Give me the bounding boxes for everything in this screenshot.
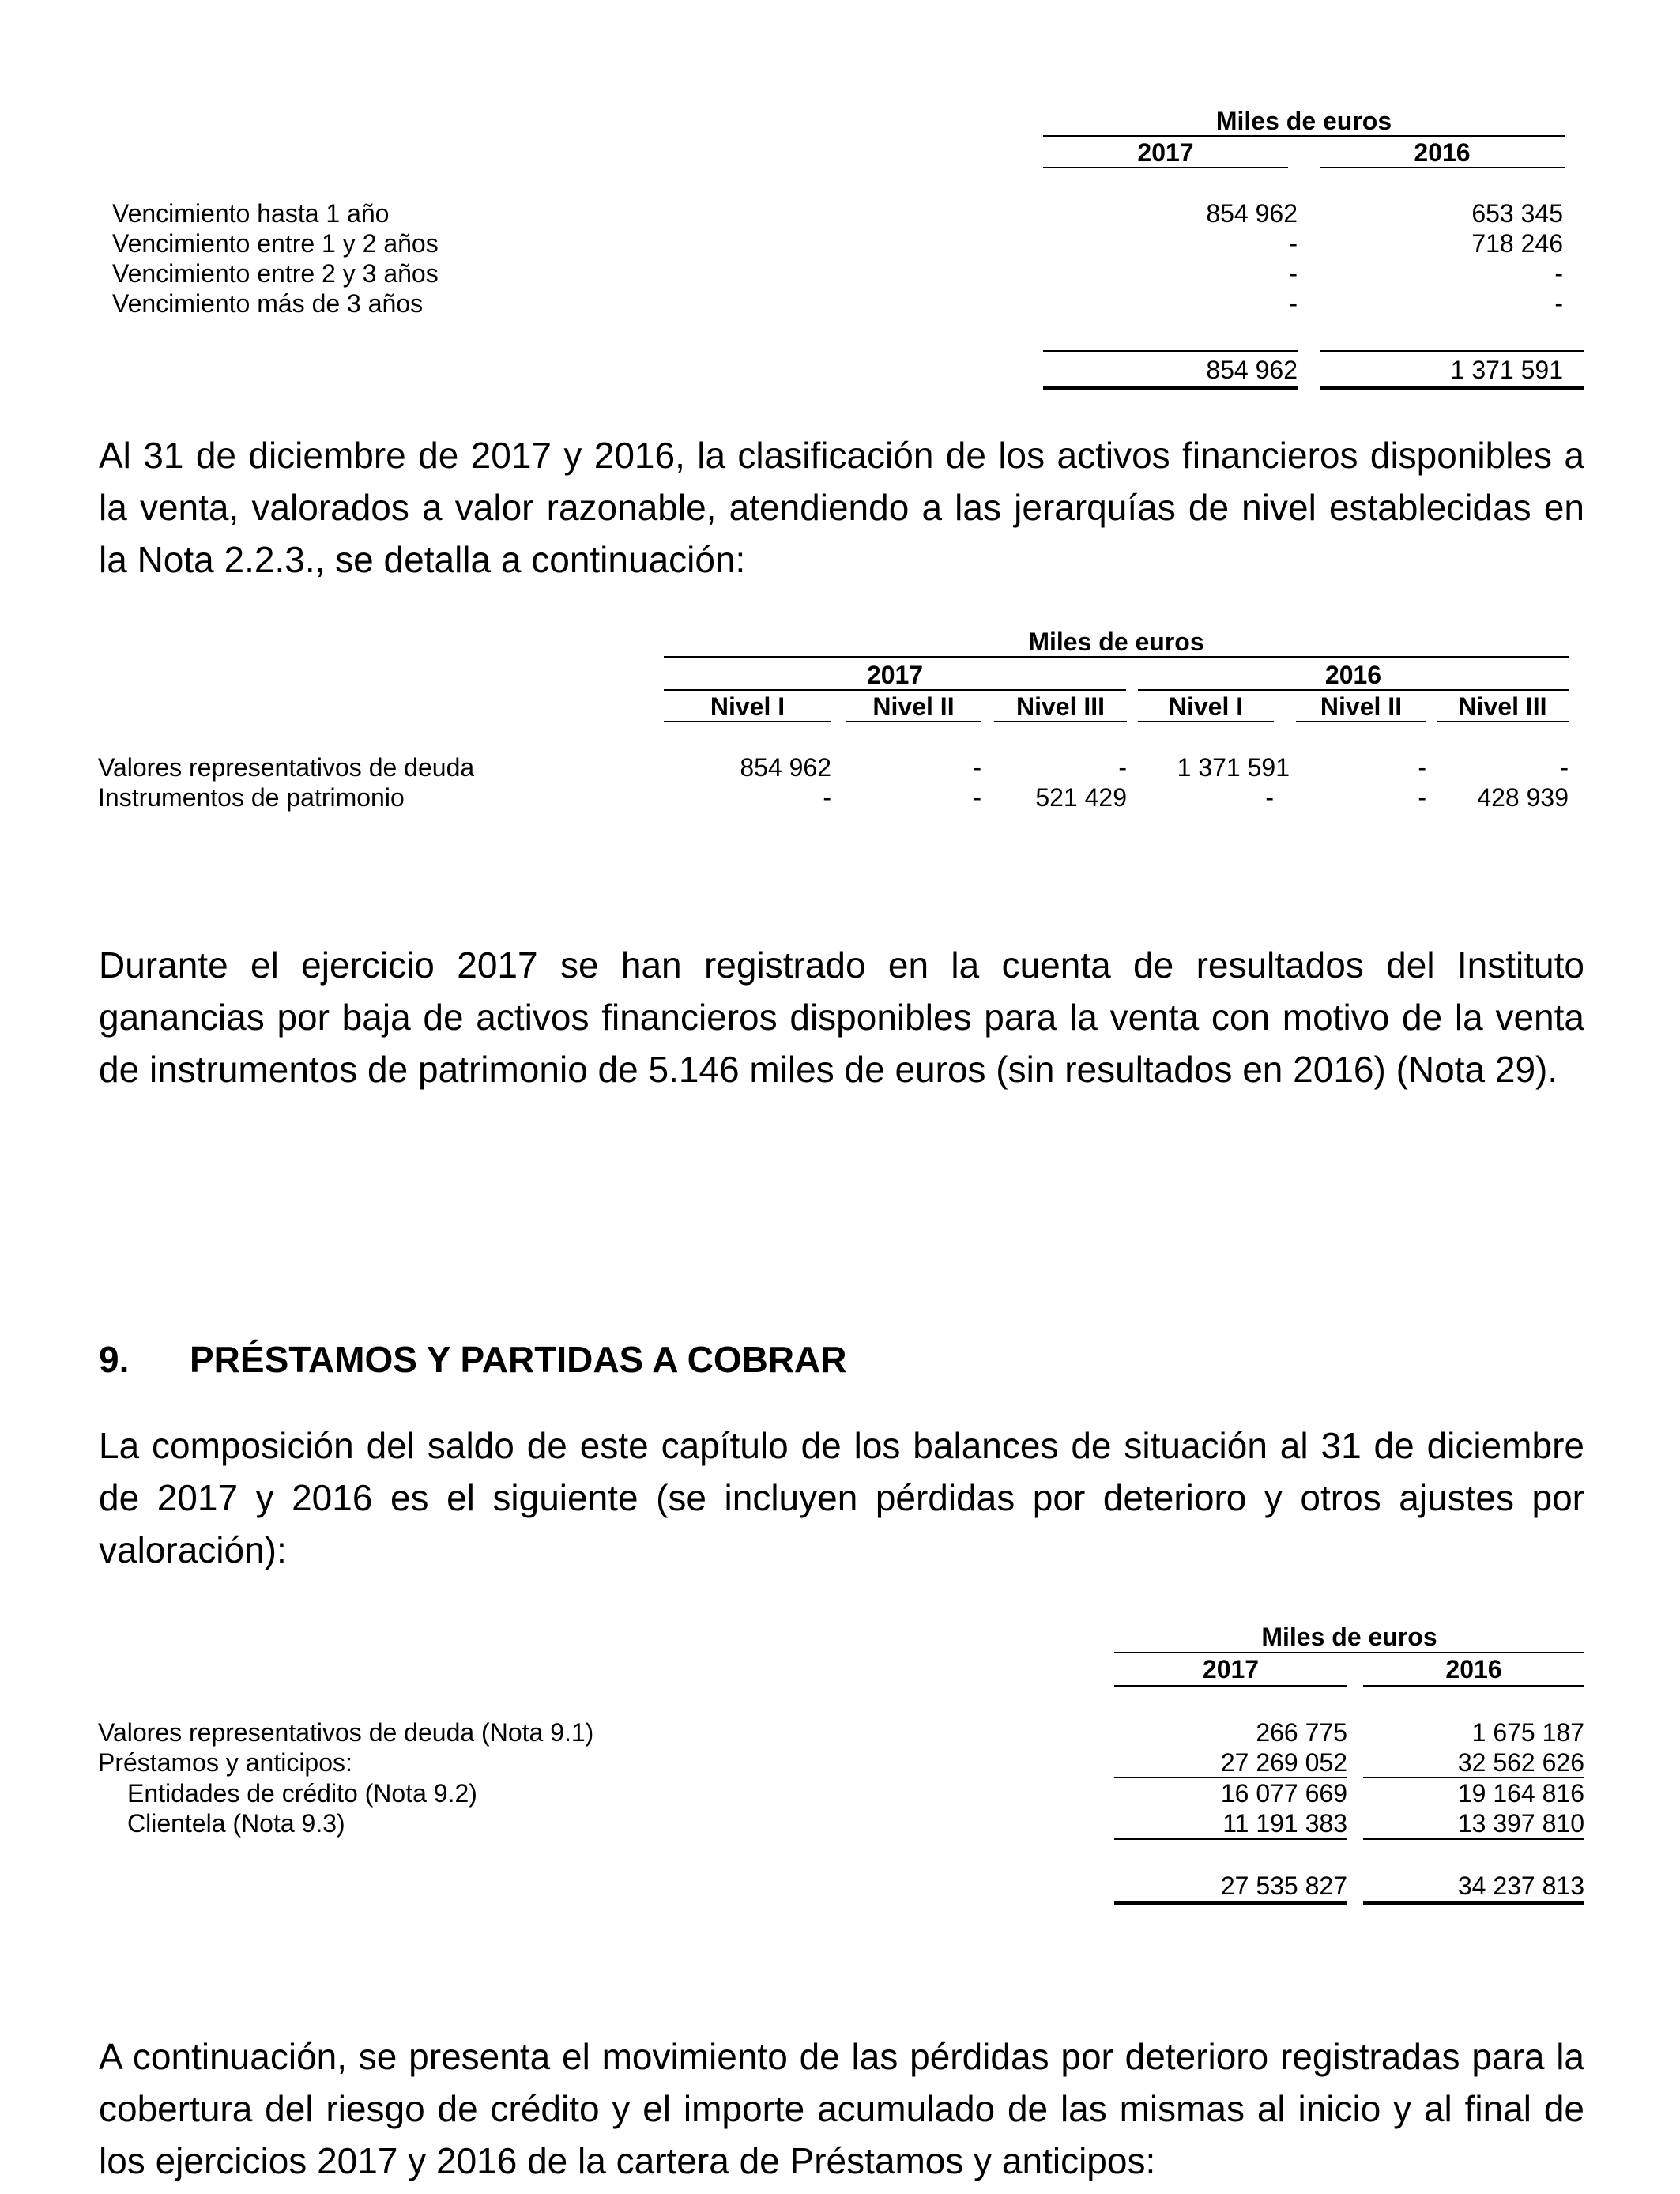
table1-total-bottom-rule [1320,386,1584,390]
table2-cell: - [973,783,981,812]
table2-cell: - [1265,783,1274,812]
table1-total-top-rule [1043,350,1298,352]
table2-level-rule [994,721,1127,722]
table3-year-rule-2016 [1363,1685,1584,1687]
table2-level-header: Nivel II [872,692,955,721]
table3-unit-header: Miles de euros [1261,1623,1437,1651]
table1-total-top-rule [1320,350,1584,352]
table2-cell: - [1560,753,1569,782]
table3-row-value-2016: 32 562 626 [1457,1748,1584,1777]
table3-header-rule [1114,1652,1584,1653]
table2-cell: 428 939 [1477,783,1569,812]
table3-row-value-2016: 1 675 187 [1471,1718,1584,1747]
table1-row-label: Vencimiento entre 2 y 3 años [112,259,439,288]
table3-row-label: Préstamos y anticipos: [98,1748,352,1777]
table2-level-rule [1138,721,1274,722]
table3-year-2017: 2017 [1202,1655,1260,1683]
table1-row-value-2017: - [1289,229,1298,258]
table2-level-header: Nivel II [1320,692,1403,721]
table3-row-value-2017: 16 077 669 [1220,1779,1347,1808]
table2-level-header: Nivel III [1458,692,1547,721]
table1-total-2017: 854 962 [1206,356,1298,384]
table1-year-2016: 2016 [1414,138,1471,167]
table2-cell: 1 371 591 [1177,753,1290,782]
table2-cell: - [1418,783,1426,812]
table2-level-header: Nivel III [1015,692,1106,721]
table3-total-2017: 27 535 827 [1220,1872,1347,1900]
table1-total-2016: 1 371 591 [1450,356,1563,384]
table2-cell: 854 962 [740,753,831,782]
table2-level-rule [1296,721,1426,722]
table3-subtotal-rule [1114,1838,1347,1840]
table1-row-value-2016: - [1554,259,1563,288]
table3-row-value-2017: 11 191 383 [1222,1809,1347,1838]
table1-year-rule-2016 [1320,167,1565,168]
section-intro-paragraph: La composición del saldo de este capítulo de los balances de situación al 31 de diciembre de 2017 y 2016 es el siguiente (se incluyen pérdidas por deterioro y otros ajustes por valoración): [99,1425,1584,1570]
table2-year-2016: 2016 [1324,661,1382,689]
table1-total-bottom-rule [1043,386,1298,390]
table3-total-bottom-rule [1114,1901,1347,1905]
table2-cell: - [1418,753,1426,782]
section-number: 9. [99,1339,130,1380]
table1-row-value-2017: - [1289,289,1298,318]
table3-row-label: Valores representativos de deuda (Nota 9.1) [98,1718,594,1747]
table2-year-rule-2017 [664,689,1126,691]
table2-level-rule [1437,721,1569,722]
table1-unit-header: Miles de euros [1215,107,1392,135]
table2-level-rule [664,721,831,722]
table2-row-label: Valores representativos de deuda [98,753,475,782]
table2-year-rule-2016 [1138,689,1569,691]
table3-year-rule-2017 [1114,1685,1347,1687]
table2-unit-header: Miles de euros [1028,628,1204,656]
table2-row-label: Instrumentos de patrimonio [98,783,405,812]
table3-total-bottom-rule [1363,1901,1584,1905]
table2-cell: - [1118,753,1127,782]
table2-cell: - [973,753,981,782]
table1-row-label: Vencimiento más de 3 años [112,289,424,318]
table3-row-value-2016: 19 164 816 [1457,1779,1584,1808]
table1-row-label: Vencimiento entre 1 y 2 años [112,229,439,258]
table1-row-value-2016: 653 345 [1471,199,1563,228]
table3-year-2016: 2016 [1445,1655,1502,1683]
table3-row-label: Clientela (Nota 9.3) [127,1809,345,1838]
table3-total-2016: 34 237 813 [1457,1872,1584,1900]
section-title: PRÉSTAMOS Y PARTIDAS A COBRAR [190,1339,847,1380]
table3-row-value-2016: 13 397 810 [1457,1809,1584,1838]
table1-row-value-2016: - [1554,289,1563,318]
table3-row-value-2017: 266 775 [1256,1718,1347,1747]
paragraph-impairment-movement: A continuación, se presenta el movimiento de las pérdidas por deterioro registradas para la cobertura del riesgo de crédito y el importe acumulado de las mismas al inicio y al final de los ejercicios 2017 y 2016 de la cartera de Préstamos y anticipos: [99,2036,1584,2181]
table1-row-value-2017: - [1289,259,1298,288]
table1-row-label: Vencimiento hasta 1 año [112,199,390,228]
table2-level-rule [846,721,981,722]
table3-row-label: Entidades de crédito (Nota 9.2) [127,1779,477,1808]
table3-row-value-2017: 27 269 052 [1220,1748,1347,1777]
table2-year-2017: 2017 [866,661,924,689]
table2-cell: - [823,783,831,812]
table1-row-value-2016: 718 246 [1471,229,1563,258]
table1-year-rule-2017 [1043,167,1288,168]
table2-cell: 521 429 [1035,783,1127,812]
table1-year-2017: 2017 [1137,138,1194,167]
paragraph-gains-disposal: Durante el ejercicio 2017 se han registrado en la cuenta de resultados del Instituto ganancias por baja de activos financieros disponibles para la venta con motivo de la venta de instrumentos de patrimonio de 5.146 miles de euros (sin resultados en 2016) (Nota 29). [99,944,1584,1090]
table1-header-rule [1043,135,1565,137]
table3-subtotal-rule [1363,1838,1584,1840]
paragraph-fair-value-intro: Al 31 de diciembre de 2017 y 2016, la clasificación de los activos financieros disponibles a la venta, valorados a valor razonable, atendiendo a las jerarquías de nivel establecidas en la Nota 2.2.3., se detalla a continuación: [99,435,1584,580]
table2-level-header: Nivel I [710,692,785,721]
table2-header-rule [664,656,1569,658]
table2-level-header: Nivel I [1168,692,1244,721]
table1-row-value-2017: 854 962 [1206,199,1298,228]
